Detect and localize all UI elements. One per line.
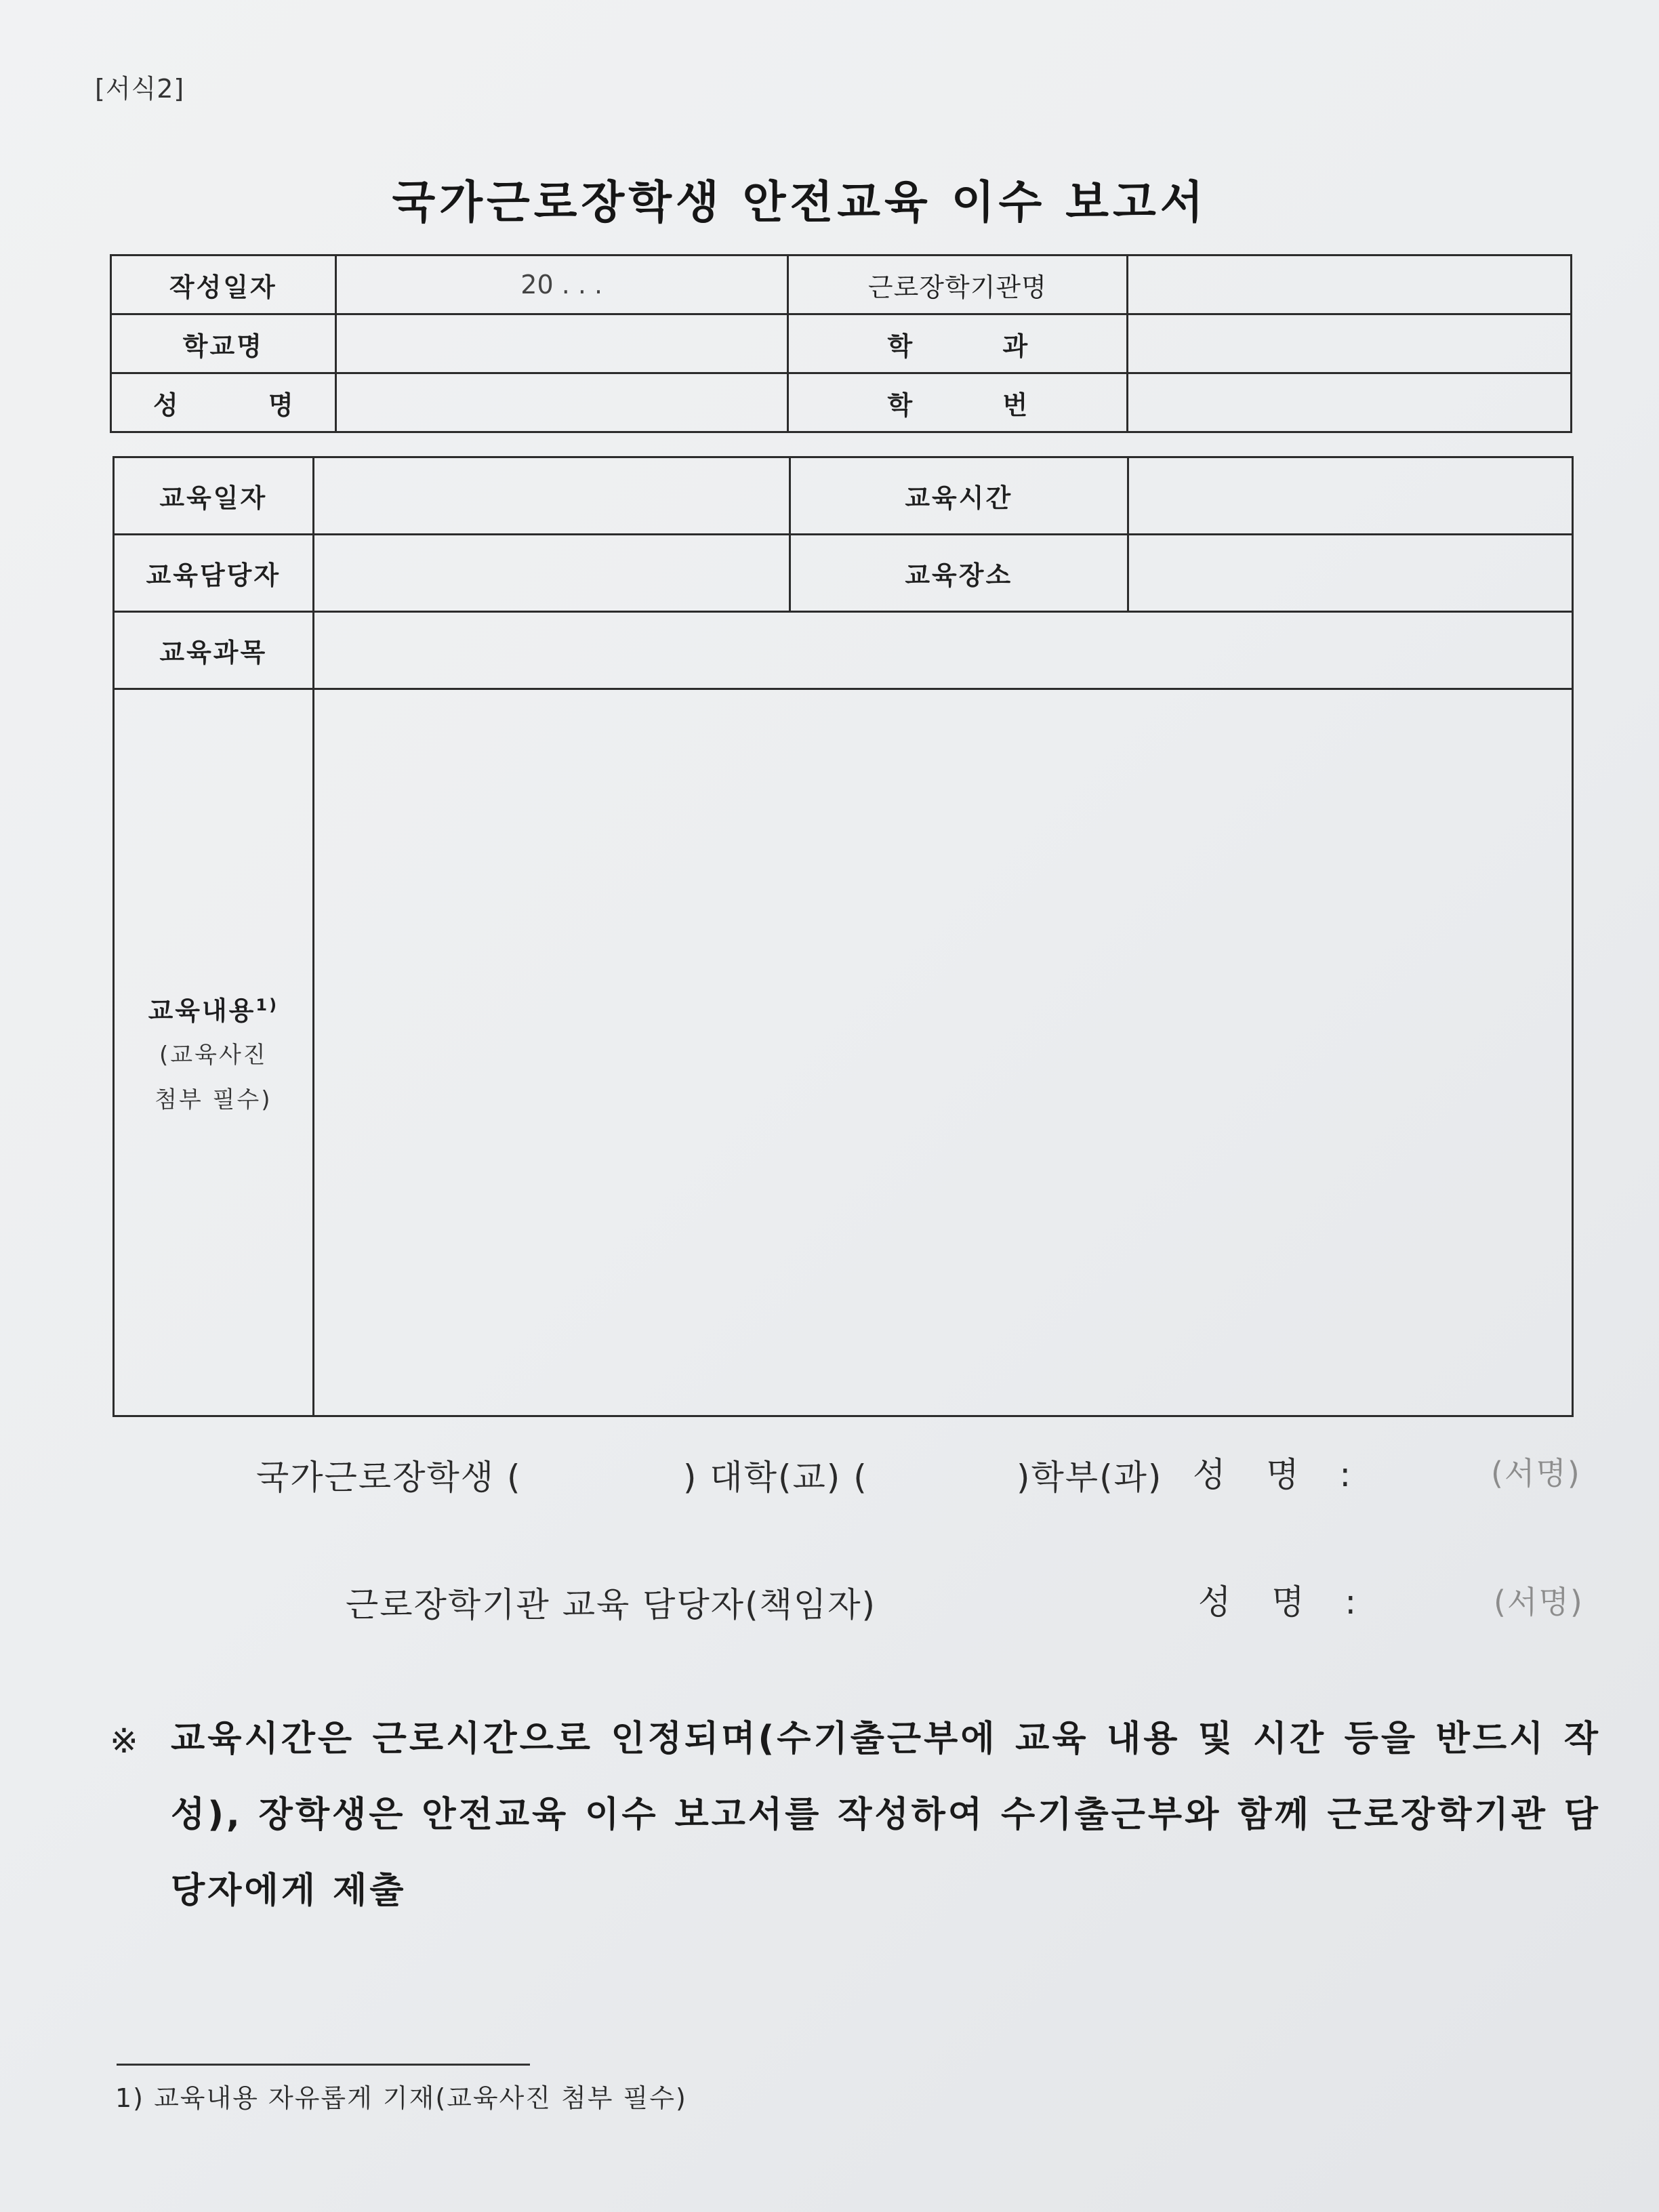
manager-sign-mark: (서명) (1494, 1584, 1584, 1620)
student-no-field[interactable] (1128, 373, 1572, 432)
school-field[interactable] (335, 314, 787, 373)
footnote: 1) 교육내용 자유롭게 기재(교육사진 첨부 필수) (115, 2083, 687, 2113)
write-date-label: 작성일자 (111, 255, 336, 314)
edu-content-sub-2: 첨부 필수) (155, 1086, 272, 1114)
school-label: 학교명 (111, 314, 336, 373)
table-row (111, 314, 1572, 373)
note-mark: ※ (110, 1721, 138, 1761)
edu-date-label: 교육일자 (114, 457, 314, 535)
note-text: 교육시간은 근로시간으로 인정되며(수기출근부에 교육 내용 및 시간 등을 반드시 작성), 장학생은 안전교육 이수 보고서를 작성하여 수기출근부와 함께 근로장학기관 담당자에게 제출 (171, 1719, 1601, 1911)
department-field[interactable] (1128, 314, 1572, 373)
student-name-label: 성 명 : (1193, 1455, 1353, 1494)
edu-subject-label: 교육과목 (114, 612, 314, 689)
write-date-field[interactable]: 20 . . . (335, 255, 787, 314)
department-label: 학 과 (787, 314, 1127, 373)
student-no-label: 학 번 (787, 373, 1127, 432)
name-field[interactable] (335, 373, 787, 432)
form-code: [서식2] (95, 74, 185, 104)
edu-place-label: 교육장소 (790, 535, 1128, 612)
edu-content-field[interactable] (313, 689, 1572, 1416)
edu-content-sub-1: (교육사진 (159, 1042, 268, 1069)
edu-content-label: 교육내용 (148, 996, 256, 1026)
table-row (111, 255, 1572, 314)
edu-place-field[interactable] (1128, 535, 1572, 612)
edu-content-label-cell (114, 689, 314, 1416)
institution-field[interactable] (1128, 255, 1572, 314)
univ-text: ) 대학(교) ( (683, 1458, 868, 1497)
manager-name-label: 성 명 : (1198, 1582, 1358, 1622)
student-prefix: 국가근로장학생 ( (256, 1458, 522, 1497)
info-table (110, 254, 1572, 433)
footnote-ref: 1) (255, 995, 279, 1015)
edu-time-label: 교육시간 (790, 457, 1128, 535)
table-row (114, 535, 1573, 612)
manager-text: 근로장학기관 교육 담당자(책임자) (346, 1585, 877, 1624)
table-row (114, 689, 1573, 1416)
education-table (112, 456, 1574, 1417)
dept-text: )학부(과) (1017, 1458, 1163, 1497)
table-row (114, 457, 1573, 535)
student-sign-mark: (서명) (1491, 1455, 1581, 1492)
edu-manager-label: 교육담당자 (114, 535, 314, 612)
institution-label: 근로장학기관명 (787, 255, 1127, 314)
footnote-divider (117, 2064, 530, 2066)
edu-subject-field[interactable] (313, 612, 1572, 689)
name-label: 성 명 (111, 373, 336, 432)
edu-time-field[interactable] (1128, 457, 1572, 535)
table-row (111, 373, 1572, 432)
page-title: 국가근로장학생 안전교육 이수 보고서 (392, 176, 1208, 228)
edu-date-field[interactable] (313, 457, 790, 535)
edu-manager-field[interactable] (313, 535, 790, 612)
table-row (114, 612, 1573, 689)
